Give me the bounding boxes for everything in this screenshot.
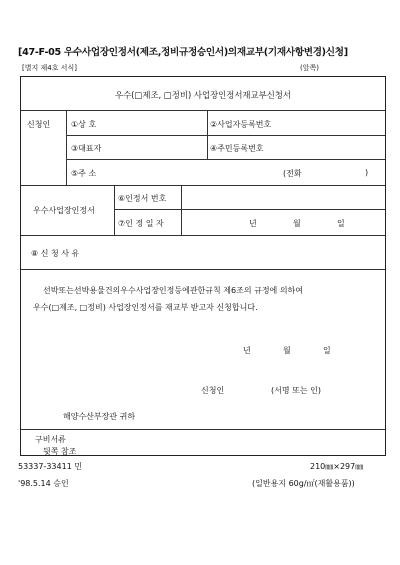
page-side-note: (앞쪽) bbox=[300, 64, 319, 72]
form-heading: 우수(□제조, □정비) 사업장인정서재교부신청서 bbox=[115, 90, 291, 100]
phone-label: (전화 bbox=[283, 169, 302, 178]
rule bbox=[181, 185, 182, 235]
application-form bbox=[20, 76, 386, 456]
sign-date-day: 일 bbox=[323, 346, 331, 355]
documents-value: 뒷쪽 참조 bbox=[43, 447, 77, 456]
certificate-date-day: 일 bbox=[337, 219, 345, 228]
sign-date-year: 년 bbox=[243, 346, 251, 355]
approval-date: '98.5.14 승인 bbox=[18, 479, 69, 488]
rule bbox=[21, 429, 385, 430]
rule bbox=[207, 110, 208, 160]
signature-note: (서명 또는 인) bbox=[271, 386, 321, 395]
rule bbox=[114, 209, 385, 210]
paper-size: 210㎜×297㎜ bbox=[310, 462, 364, 471]
form-title: [47-F-05 우수사업장인정서(제조,정비규정승인서)의재교부(기재사항변경)신청] bbox=[18, 47, 348, 58]
rule bbox=[66, 110, 67, 185]
form-number: [별지 제4호 서식] bbox=[22, 64, 77, 72]
rule bbox=[114, 185, 115, 235]
certificate-date-label: ⑦인 정 일 자 bbox=[118, 219, 164, 228]
paper-spec: (일반용지 60g/㎡(재활용품)) bbox=[252, 479, 355, 488]
rule bbox=[66, 159, 385, 160]
rule bbox=[21, 235, 385, 236]
resident-no-label: ④주민등록번호 bbox=[210, 144, 264, 153]
representative-label: ③대표자 bbox=[71, 144, 102, 153]
certificate-date-year: 년 bbox=[249, 219, 257, 228]
applicant-label: 신청인 bbox=[27, 120, 51, 129]
signer-label: 신청인 bbox=[201, 386, 225, 395]
recipient: 해양수산부장관 귀하 bbox=[63, 412, 136, 421]
statement-line-1: 선박또는선박용물건의우수사업장인정등에관한규칙 제6조의 규정에 의하여 bbox=[43, 286, 304, 295]
certificate-number-label: ⑥인정서 번호 bbox=[118, 194, 167, 203]
rule bbox=[21, 269, 385, 270]
sign-date-month: 월 bbox=[283, 346, 291, 355]
certificate-date-month: 월 bbox=[293, 219, 301, 228]
documents-label: 구비서류 bbox=[35, 435, 66, 444]
statement-line-2: 우수(□제조, □정비) 사업장인정서를 재교부 받고자 신청합니다. bbox=[33, 303, 258, 312]
address-label: ⑤주 소 bbox=[71, 169, 97, 178]
rule bbox=[66, 135, 385, 136]
rule bbox=[21, 110, 385, 111]
rule bbox=[21, 185, 385, 186]
phone-close: ) bbox=[365, 168, 369, 177]
form-code: 53337-33411 민 bbox=[18, 462, 83, 471]
trade-name-label: ①상 호 bbox=[71, 120, 97, 129]
business-reg-no-label: ②사업자등록번호 bbox=[210, 120, 272, 129]
reason-label: ⑧ 신 청 사 유 bbox=[31, 249, 80, 258]
certificate-label: 우수사업장인정서 bbox=[33, 206, 95, 215]
